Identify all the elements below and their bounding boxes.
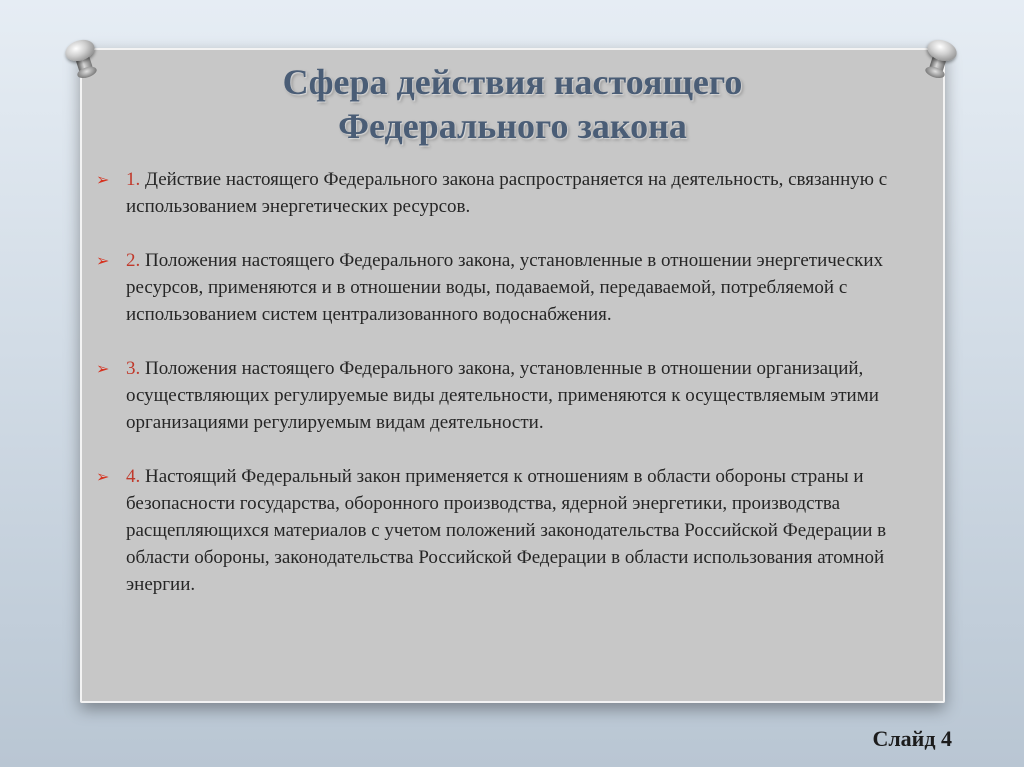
list-item [96,355,926,436]
item-text: Настоящий Федеральный закон применяется к отношениям в области обороны страны и безопасности государства, оборонного производства, ядерной энергетики, производства расщепляющихся материалов с учетом положений законодательства Российской Федерации в области обороны, законодательства Российской Федерации в области использования атомной энергии. [126,466,887,595]
list-item [96,463,926,598]
item-text: Действие настоящего Федерального закона распространяется на деятельность, связанную с использованием энергетических ресурсов. [126,169,888,217]
item-number: 2. [126,250,141,271]
item-number: 1. [126,169,141,190]
item-text: Положения настоящего Федерального закона, установленные в отношении организаций, осуществляющих регулируемые виды деятельности, применяются к осуществляемым этими организациями регулируемым видам деятельности. [126,358,879,433]
slide-title [80,60,945,148]
arrow-bullet-icon: ➢ [96,467,110,486]
slide-title-line1: Сфера действия настоящего [282,62,743,102]
slide-number: Слайд 4 [872,726,952,751]
item-number: 3. [126,358,141,379]
list-item [96,166,926,220]
list-item [96,247,926,328]
arrow-bullet-icon: ➢ [96,251,110,270]
law-clauses-list [96,166,926,625]
slide-title-line2: Федерального закона [338,106,687,146]
arrow-bullet-icon: ➢ [96,170,110,189]
item-text: Положения настоящего Федерального закона, установленные в отношении энергетических ресурсов, применяются и в отношении воды, подаваемой, передаваемой, потребляемой с использованием систем централизованного водоснабжения. [126,250,884,325]
arrow-bullet-icon: ➢ [96,359,110,378]
item-number: 4. [126,466,141,487]
